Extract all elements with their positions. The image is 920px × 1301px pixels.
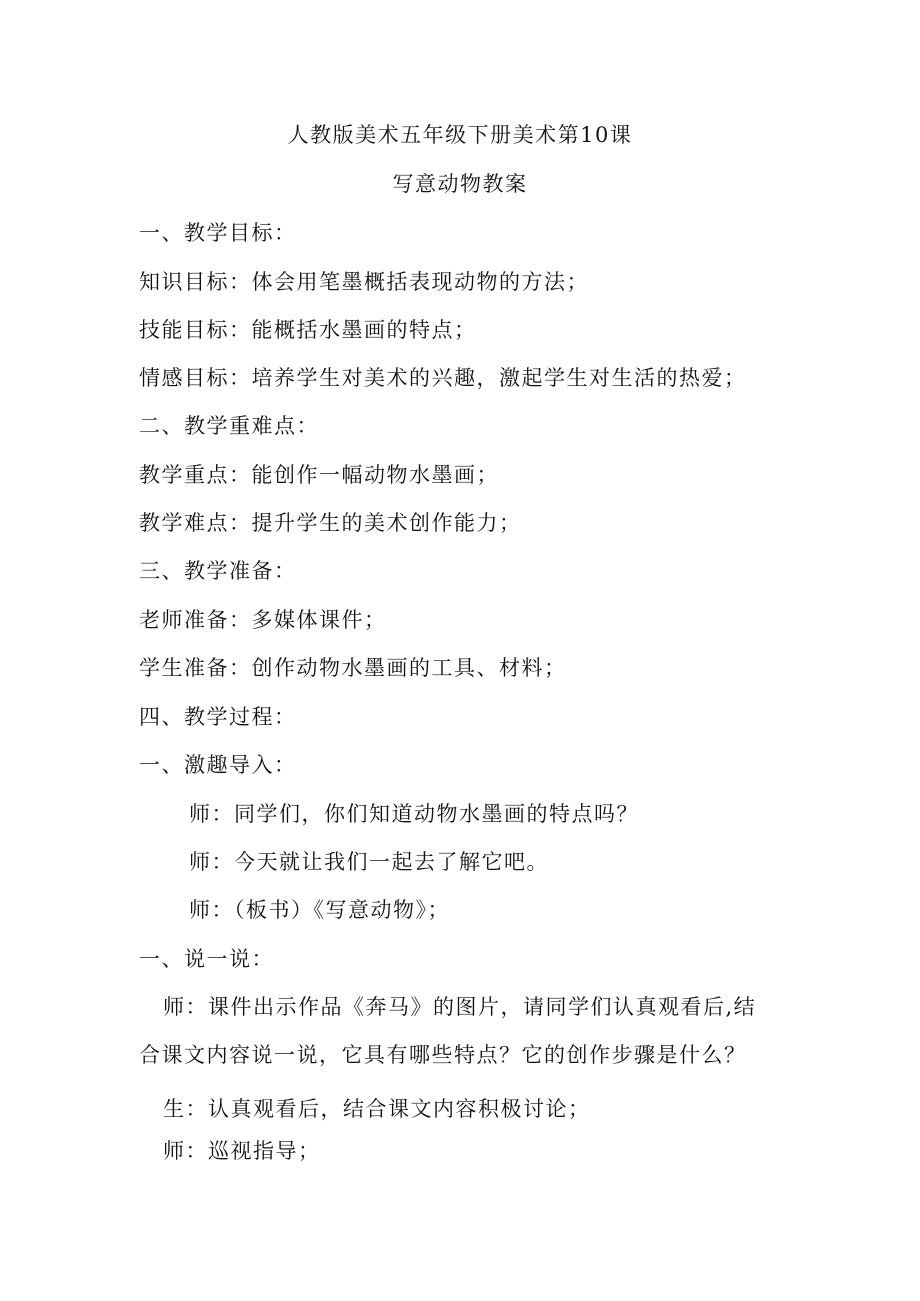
paragraph-key-point: 教学重点：能创作一幅动物水墨画； <box>139 463 499 487</box>
section-heading-process: 四、教学过程： <box>139 705 297 729</box>
dialogue-line-continued: 合课文内容说一说，它具有哪些特点？它的创作步骤是什么？ <box>139 1043 747 1067</box>
paragraph-emotion-goal: 情感目标：培养学生对美术的兴趣，激起学生对生活的热爱； <box>139 366 747 390</box>
subsection-heading-discuss: 一、说一说： <box>139 947 274 971</box>
dialogue-line: 师：同学们，你们知道动物水墨画的特点吗？ <box>189 802 639 826</box>
paragraph-skill-goal: 技能目标：能概括水墨画的特点； <box>139 318 477 342</box>
dialogue-line: 师：（板书）《写意动物》； <box>189 898 450 922</box>
paragraph-difficult-point: 教学难点：提升学生的美术创作能力； <box>139 511 522 535</box>
dialogue-line: 师：巡视指导； <box>163 1139 321 1163</box>
section-heading-objectives: 一、教学目标： <box>139 221 297 245</box>
paragraph-knowledge-goal: 知识目标：体会用笔墨概括表现动物的方法； <box>139 270 589 294</box>
subsection-heading-intro: 一、激趣导入： <box>139 753 297 777</box>
section-heading-preparation: 三、教学准备： <box>139 559 297 583</box>
document-subtitle: 写意动物教案 <box>392 172 528 196</box>
paragraph-student-preparation: 学生准备：创作动物水墨画的工具、材料； <box>139 656 567 680</box>
paragraph-teacher-preparation: 老师准备：多媒体课件； <box>139 608 387 632</box>
dialogue-line: 师：今天就让我们一起去了解它吧。 <box>189 850 549 874</box>
document-title: 人教版美术五年级下册美术第10课 <box>287 123 633 147</box>
dialogue-line: 生：认真观看后，结合课文内容积极讨论； <box>163 1097 591 1121</box>
dialogue-line: 师：课件出示作品《奔马》的图片，请同学们认真观看后,结 <box>163 995 757 1019</box>
section-heading-key-points: 二、教学重难点： <box>139 414 319 438</box>
